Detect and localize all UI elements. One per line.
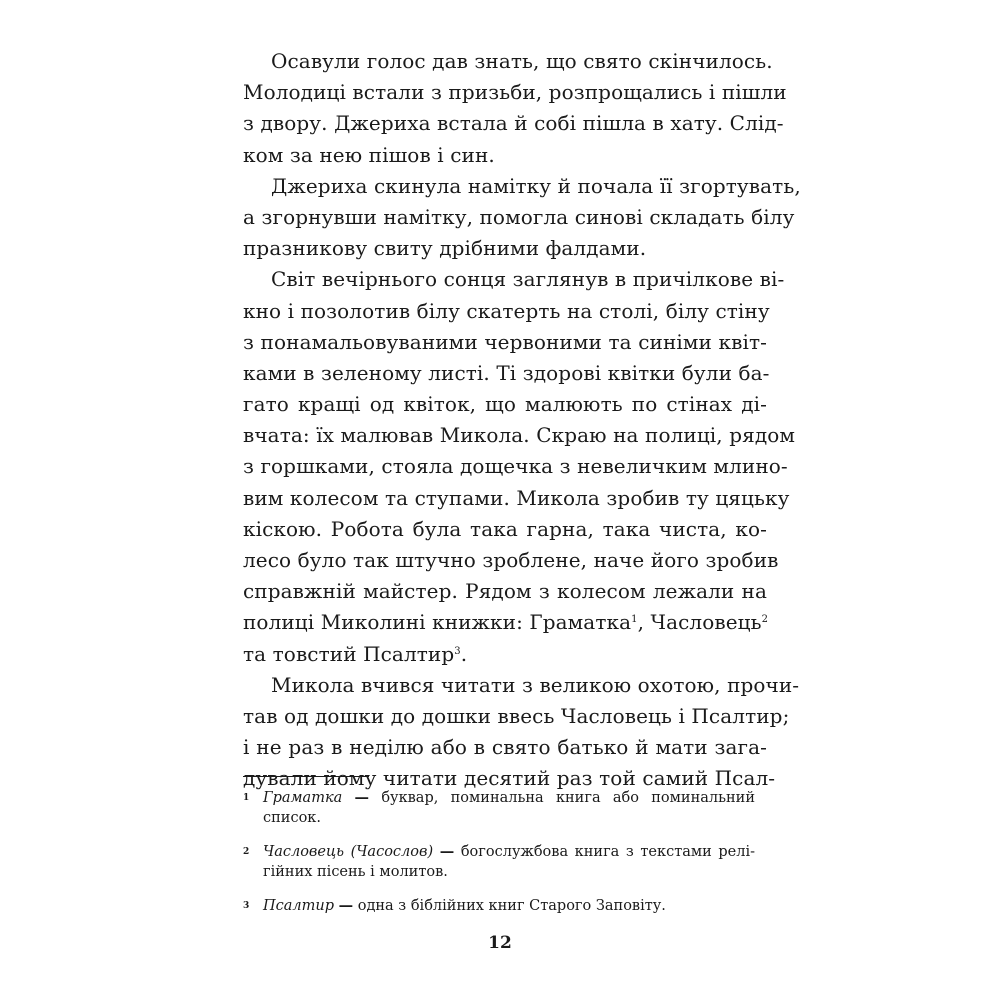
page-number: 12 xyxy=(488,933,512,953)
footnote-text: гійних пісень і молитов. xyxy=(263,864,448,880)
footnote-term: Псалтир xyxy=(263,898,335,914)
footnote-2 xyxy=(243,842,755,882)
text-line: Осавули голос дав знать, що свято скінчилось. xyxy=(271,49,773,73)
footnote-number: 2 xyxy=(243,847,250,857)
text-line: з двору. Джериха встала й собі пішла в хату. Слід- xyxy=(243,111,784,136)
footnote-ref: 1 xyxy=(631,614,638,626)
text-line: ком за нею пішов і син. xyxy=(243,142,495,167)
text-line: празникову свиту дрібними фалдами. xyxy=(243,236,647,261)
text-line: та товстий Псалтир$^3$. xyxy=(243,641,468,666)
footnote-text: список. xyxy=(263,810,321,826)
main-text-body xyxy=(243,46,801,795)
footnote-dash: — xyxy=(354,789,370,806)
text-line: а згорнувши намітку, помогла синові складать білу xyxy=(243,204,795,229)
text-line: з горшками, стояла дощечка з невеличким млино- xyxy=(243,454,788,479)
text-line: Молодиці встали з призьби, розпрощались і пішли xyxy=(243,80,787,105)
footnote-text: одна з біблійних книг Старого Заповіту. xyxy=(357,898,666,914)
footnote-3 xyxy=(243,896,755,916)
text-line: тав од дошки до дошки ввесь Часловець і Псалтир; xyxy=(243,703,790,728)
text-line: Джериха скинула намітку й почала її згортувать, xyxy=(271,173,801,198)
footnote-ref: 3 xyxy=(454,645,461,657)
footnote-term: Граматка xyxy=(263,790,343,806)
text-line: полиці Миколині книжки: Граматка$^1$, Часловець$^2$ xyxy=(243,610,769,635)
footnote-1 xyxy=(243,788,755,828)
text-line: Світ вечірнього сонця заглянув в причілкове ві- xyxy=(271,267,785,292)
text-line: з понамальовуваними червоними та синіми квіт- xyxy=(243,329,767,354)
text-line: дували йому читати десятий раз той самий Псал- xyxy=(243,766,776,791)
footnote-ref: 2 xyxy=(761,614,769,626)
text-line: лесо було так штучно зроблене, наче його зробив xyxy=(243,548,779,572)
footnote-number: 1 xyxy=(243,793,250,803)
footnote-dash: — xyxy=(338,897,354,914)
text-line: кно і позолотив білу скатерть на столі, білу стіну xyxy=(243,298,770,323)
text-line: і не раз в неділю або в свято батько й мати зага- xyxy=(243,735,767,760)
footnote-dash: — xyxy=(439,843,455,860)
text-line: вчата: їх малював Микола. Скраю на полиці, рядом xyxy=(243,423,796,448)
text-line: гато кращі од квіток, що малюють по стінах ді- xyxy=(243,392,767,417)
footnotes xyxy=(243,788,755,930)
footnote-separator xyxy=(243,776,369,777)
text-line: справжній майстер. Рядом з колесом лежали на xyxy=(243,579,767,604)
footnote-number: 3 xyxy=(243,901,250,911)
footnote-text: богослужбова книга з текстами релі- xyxy=(460,844,756,860)
text-line: вим колесом та ступами. Микола зробив ту цяцьку xyxy=(243,485,790,510)
text-line: Микола вчився читати з великою охотою, прочи- xyxy=(271,672,800,697)
footnote-term: Часловець (Часослов) xyxy=(263,844,434,860)
footnote-text: буквар, поминальна книга або поминальний xyxy=(381,790,755,806)
text-line: кіскою. Робота була така гарна, така чиста, ко- xyxy=(243,516,767,541)
text-line: ками в зеленому листі. Ті здорові квітки були ба- xyxy=(243,360,770,385)
